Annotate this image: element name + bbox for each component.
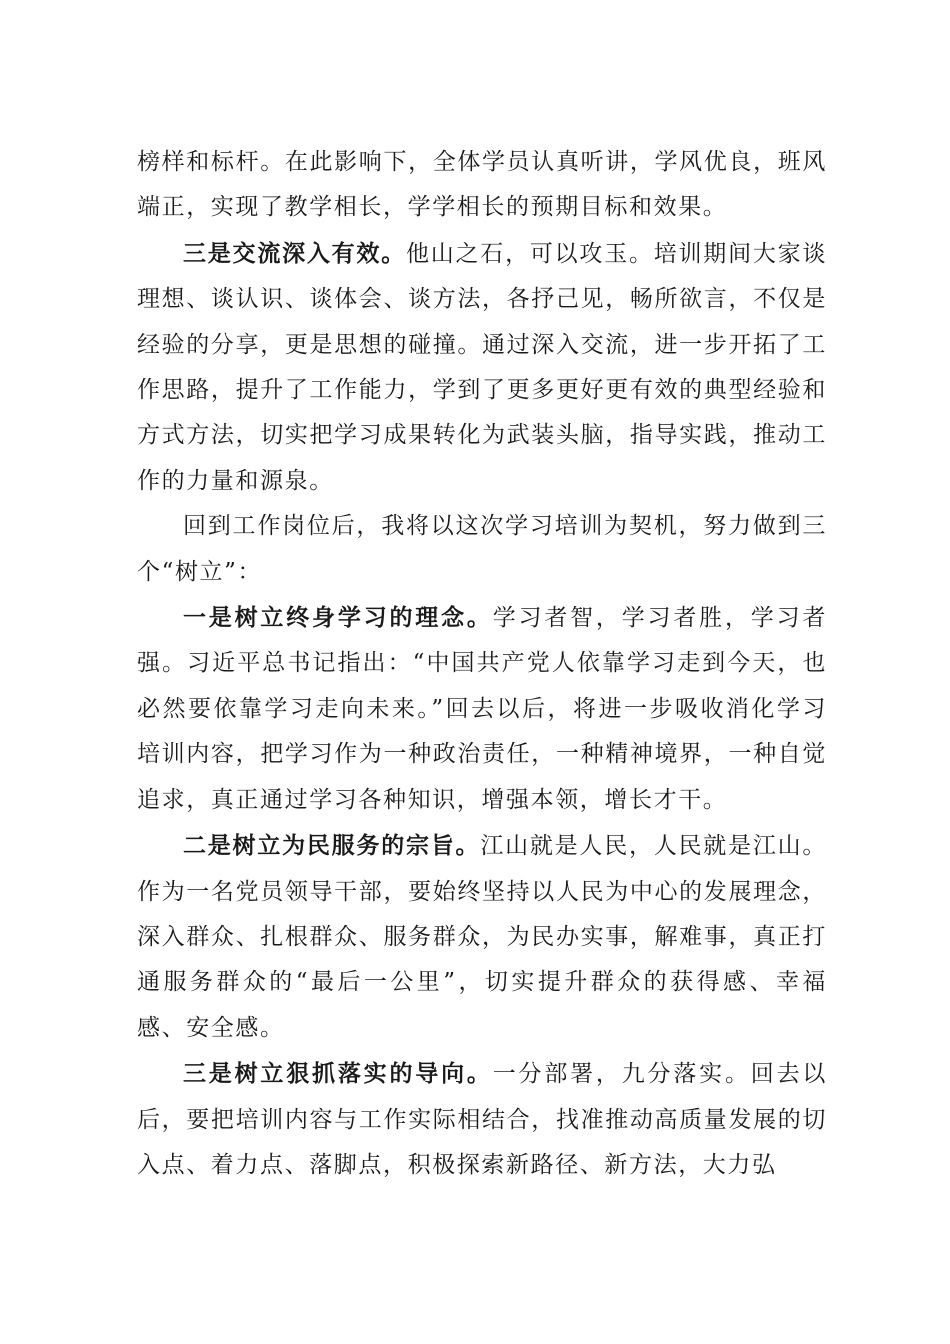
paragraph-intro <box>137 504 827 595</box>
paragraph-implementation <box>137 1051 827 1188</box>
paragraph-text: 榜样和标杆。在此影响下，全体学员认真听讲，学风优良，班风端正，实现了教学相长，学学相长的预期目标和效果。 <box>137 149 827 221</box>
paragraph-text: 江山就是人民，人民就是江山。作为一名党员领导干部，要始终坚持以人民为中心的发展理念，深入群众、扎根群众、服务群众，为民办实事，解难事，真正打通服务群众的“最后一公里”，切实提升群众的获得感、幸福感、安全感。 <box>137 833 827 1041</box>
paragraph-text: 学习者智，学习者胜，学习者强。习近平总书记指出：“中国共产党人依靠学习走到今天，也必然要依靠学习走向未来。”回去以后，将进一步吸收消化学习培训内容，把学习作为一种政治责任，一种精神境界，一种自觉追求，真正通过学习各种知识，增强本领，增长才干。 <box>137 605 827 813</box>
paragraph-continued <box>137 140 827 231</box>
paragraph-text: 回到工作岗位后，我将以这次学习培训为契机，努力做到三个“树立”： <box>137 513 827 585</box>
paragraph-text: 他山之石，可以攻玉。培训期间大家谈理想、谈认识、谈体会、谈方法，各抒己见，畅所欲言，不仅是经验的分享，更是思想的碰撞。通过深入交流，进一步开拓了工作思路，提升了工作能力，学到了更多更好更有效的典型经验和方式方法，切实把学习成果转化为武装头脑，指导实践，推动工作的力量和源泉。 <box>137 240 827 494</box>
paragraph-exchange <box>137 231 827 504</box>
paragraph-text: 一分部署，九分落实。回去以后，要把培训内容与工作实际相结合，找准推动高质量发展的切入点、着力点、落脚点，积极探索新路径、新方法，大力弘 <box>137 1061 827 1178</box>
paragraph-serve-people <box>137 823 827 1051</box>
paragraph-lead: 一是树立终身学习的理念。 <box>183 604 493 632</box>
paragraph-lead: 三是交流深入有效。 <box>183 239 406 267</box>
paragraph-lifelong-learning <box>137 595 827 823</box>
paragraph-lead: 三是树立狠抓落实的导向。 <box>183 1060 493 1088</box>
body-text <box>137 140 827 1188</box>
paragraph-lead: 二是树立为民服务的宗旨。 <box>183 832 481 860</box>
